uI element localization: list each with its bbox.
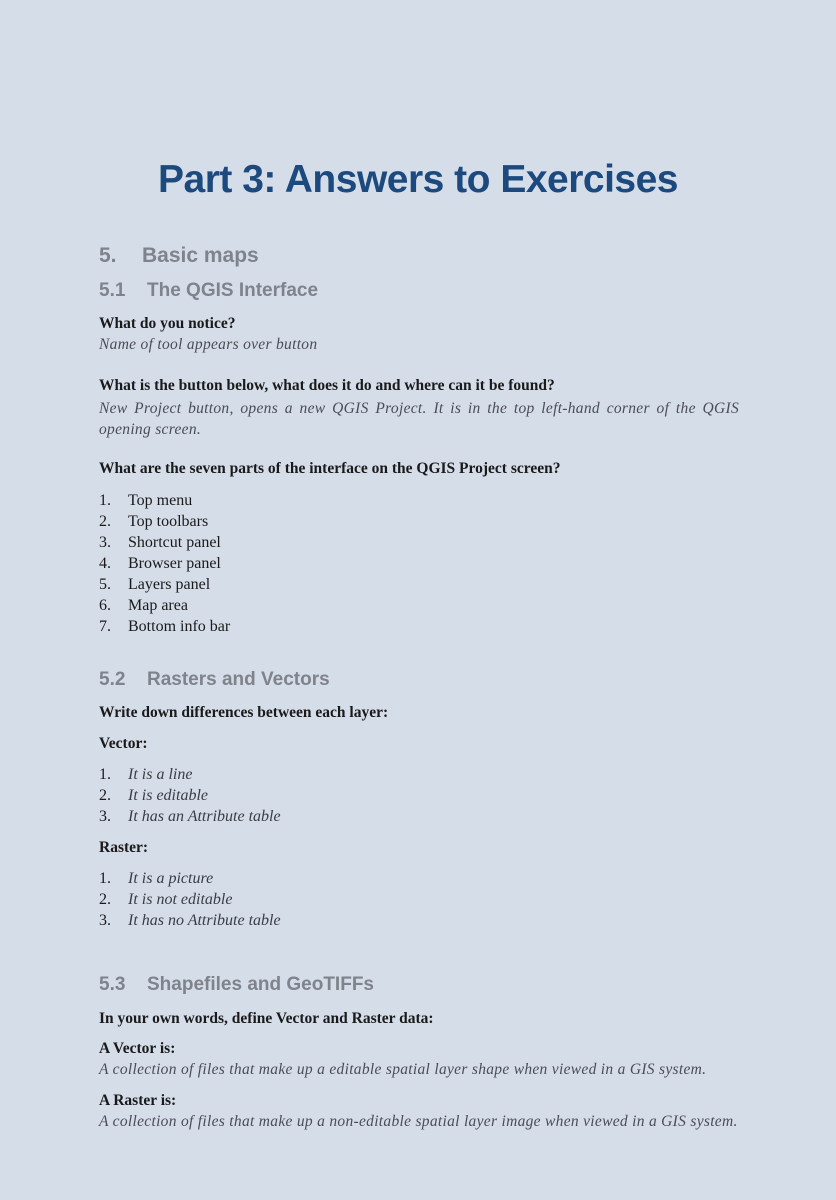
list-item bbox=[99, 808, 281, 826]
list-number: 5. bbox=[99, 576, 111, 593]
list-number: 3. bbox=[99, 808, 111, 825]
list-number: 1. bbox=[99, 766, 111, 783]
list-item bbox=[99, 597, 188, 615]
list-number: 2. bbox=[99, 513, 111, 530]
raster-definition: A collection of files that make up a non-editable spatial layer image when viewed in a GIS system. bbox=[99, 1113, 738, 1130]
list-text: Browser panel bbox=[128, 555, 221, 572]
list-number: 3. bbox=[99, 912, 111, 929]
list-text: It is a picture bbox=[128, 870, 214, 887]
list-item bbox=[99, 870, 213, 888]
list-text: It has no Attribute table bbox=[128, 912, 281, 929]
list-item bbox=[99, 576, 210, 594]
list-number: 4. bbox=[99, 555, 111, 572]
list-text: It is editable bbox=[128, 787, 208, 804]
list-item bbox=[99, 787, 208, 805]
subsection-title: Shapefiles and GeoTIFFs bbox=[147, 974, 374, 995]
list-item bbox=[99, 513, 208, 531]
subsection-number: 5.1 bbox=[99, 280, 126, 301]
list-item bbox=[99, 891, 232, 909]
vector-label: Vector: bbox=[99, 735, 148, 752]
list-number: 2. bbox=[99, 891, 111, 908]
subsection-heading-5-2 bbox=[99, 669, 330, 691]
list-text: It is not editable bbox=[128, 891, 233, 908]
vector-definition: A collection of files that make up a editable spatial layer shape when viewed in a GIS system. bbox=[99, 1061, 707, 1078]
list-item bbox=[99, 766, 192, 784]
list-item bbox=[99, 618, 230, 636]
list-number: 1. bbox=[99, 492, 111, 509]
section-title: Basic maps bbox=[142, 244, 259, 267]
raster-label: Raster: bbox=[99, 839, 149, 856]
list-number: 1. bbox=[99, 870, 111, 887]
question: What are the seven parts of the interface on the QGIS Project screen? bbox=[99, 460, 561, 477]
list-text: Map area bbox=[128, 597, 188, 614]
subsection-title: The QGIS Interface bbox=[147, 280, 319, 301]
list-text: Top toolbars bbox=[128, 513, 209, 530]
subsection-heading-5-1 bbox=[99, 280, 318, 302]
answer: New Project button, opens a new QGIS Project. It is in the top left-hand corner of the QGIS opening screen. bbox=[99, 400, 739, 438]
subsection-title: Rasters and Vectors bbox=[147, 669, 330, 690]
list-number: 3. bbox=[99, 534, 111, 551]
question: What do you notice? bbox=[99, 315, 236, 332]
raster-definition-label: A Raster is: bbox=[99, 1092, 177, 1109]
subsection-number: 5.2 bbox=[99, 669, 126, 690]
vector-definition-label: A Vector is: bbox=[99, 1040, 176, 1057]
list-item bbox=[99, 492, 192, 510]
answer: Name of tool appears over button bbox=[99, 336, 318, 353]
list-text: It has an Attribute table bbox=[128, 808, 281, 825]
list-text: Top menu bbox=[128, 492, 193, 509]
question: What is the button below, what does it do and where can it be found? bbox=[99, 377, 555, 394]
list-text: Layers panel bbox=[128, 576, 211, 593]
section-heading bbox=[99, 244, 259, 268]
subsection-heading-5-3 bbox=[99, 974, 374, 996]
question: Write down differences between each layer: bbox=[99, 704, 389, 721]
list-number: 2. bbox=[99, 787, 111, 804]
list-item bbox=[99, 912, 281, 930]
section-number: 5. bbox=[99, 244, 117, 267]
page-title: Part 3: Answers to Exercises bbox=[158, 158, 678, 201]
list-text: It is a line bbox=[128, 766, 193, 783]
question: In your own words, define Vector and Raster data: bbox=[99, 1010, 434, 1027]
list-text: Bottom info bar bbox=[128, 618, 231, 635]
list-item bbox=[99, 534, 221, 552]
subsection-number: 5.3 bbox=[99, 974, 126, 995]
list-number: 6. bbox=[99, 597, 111, 614]
list-item bbox=[99, 555, 221, 573]
list-text: Shortcut panel bbox=[128, 534, 221, 551]
list-number: 7. bbox=[99, 618, 111, 635]
